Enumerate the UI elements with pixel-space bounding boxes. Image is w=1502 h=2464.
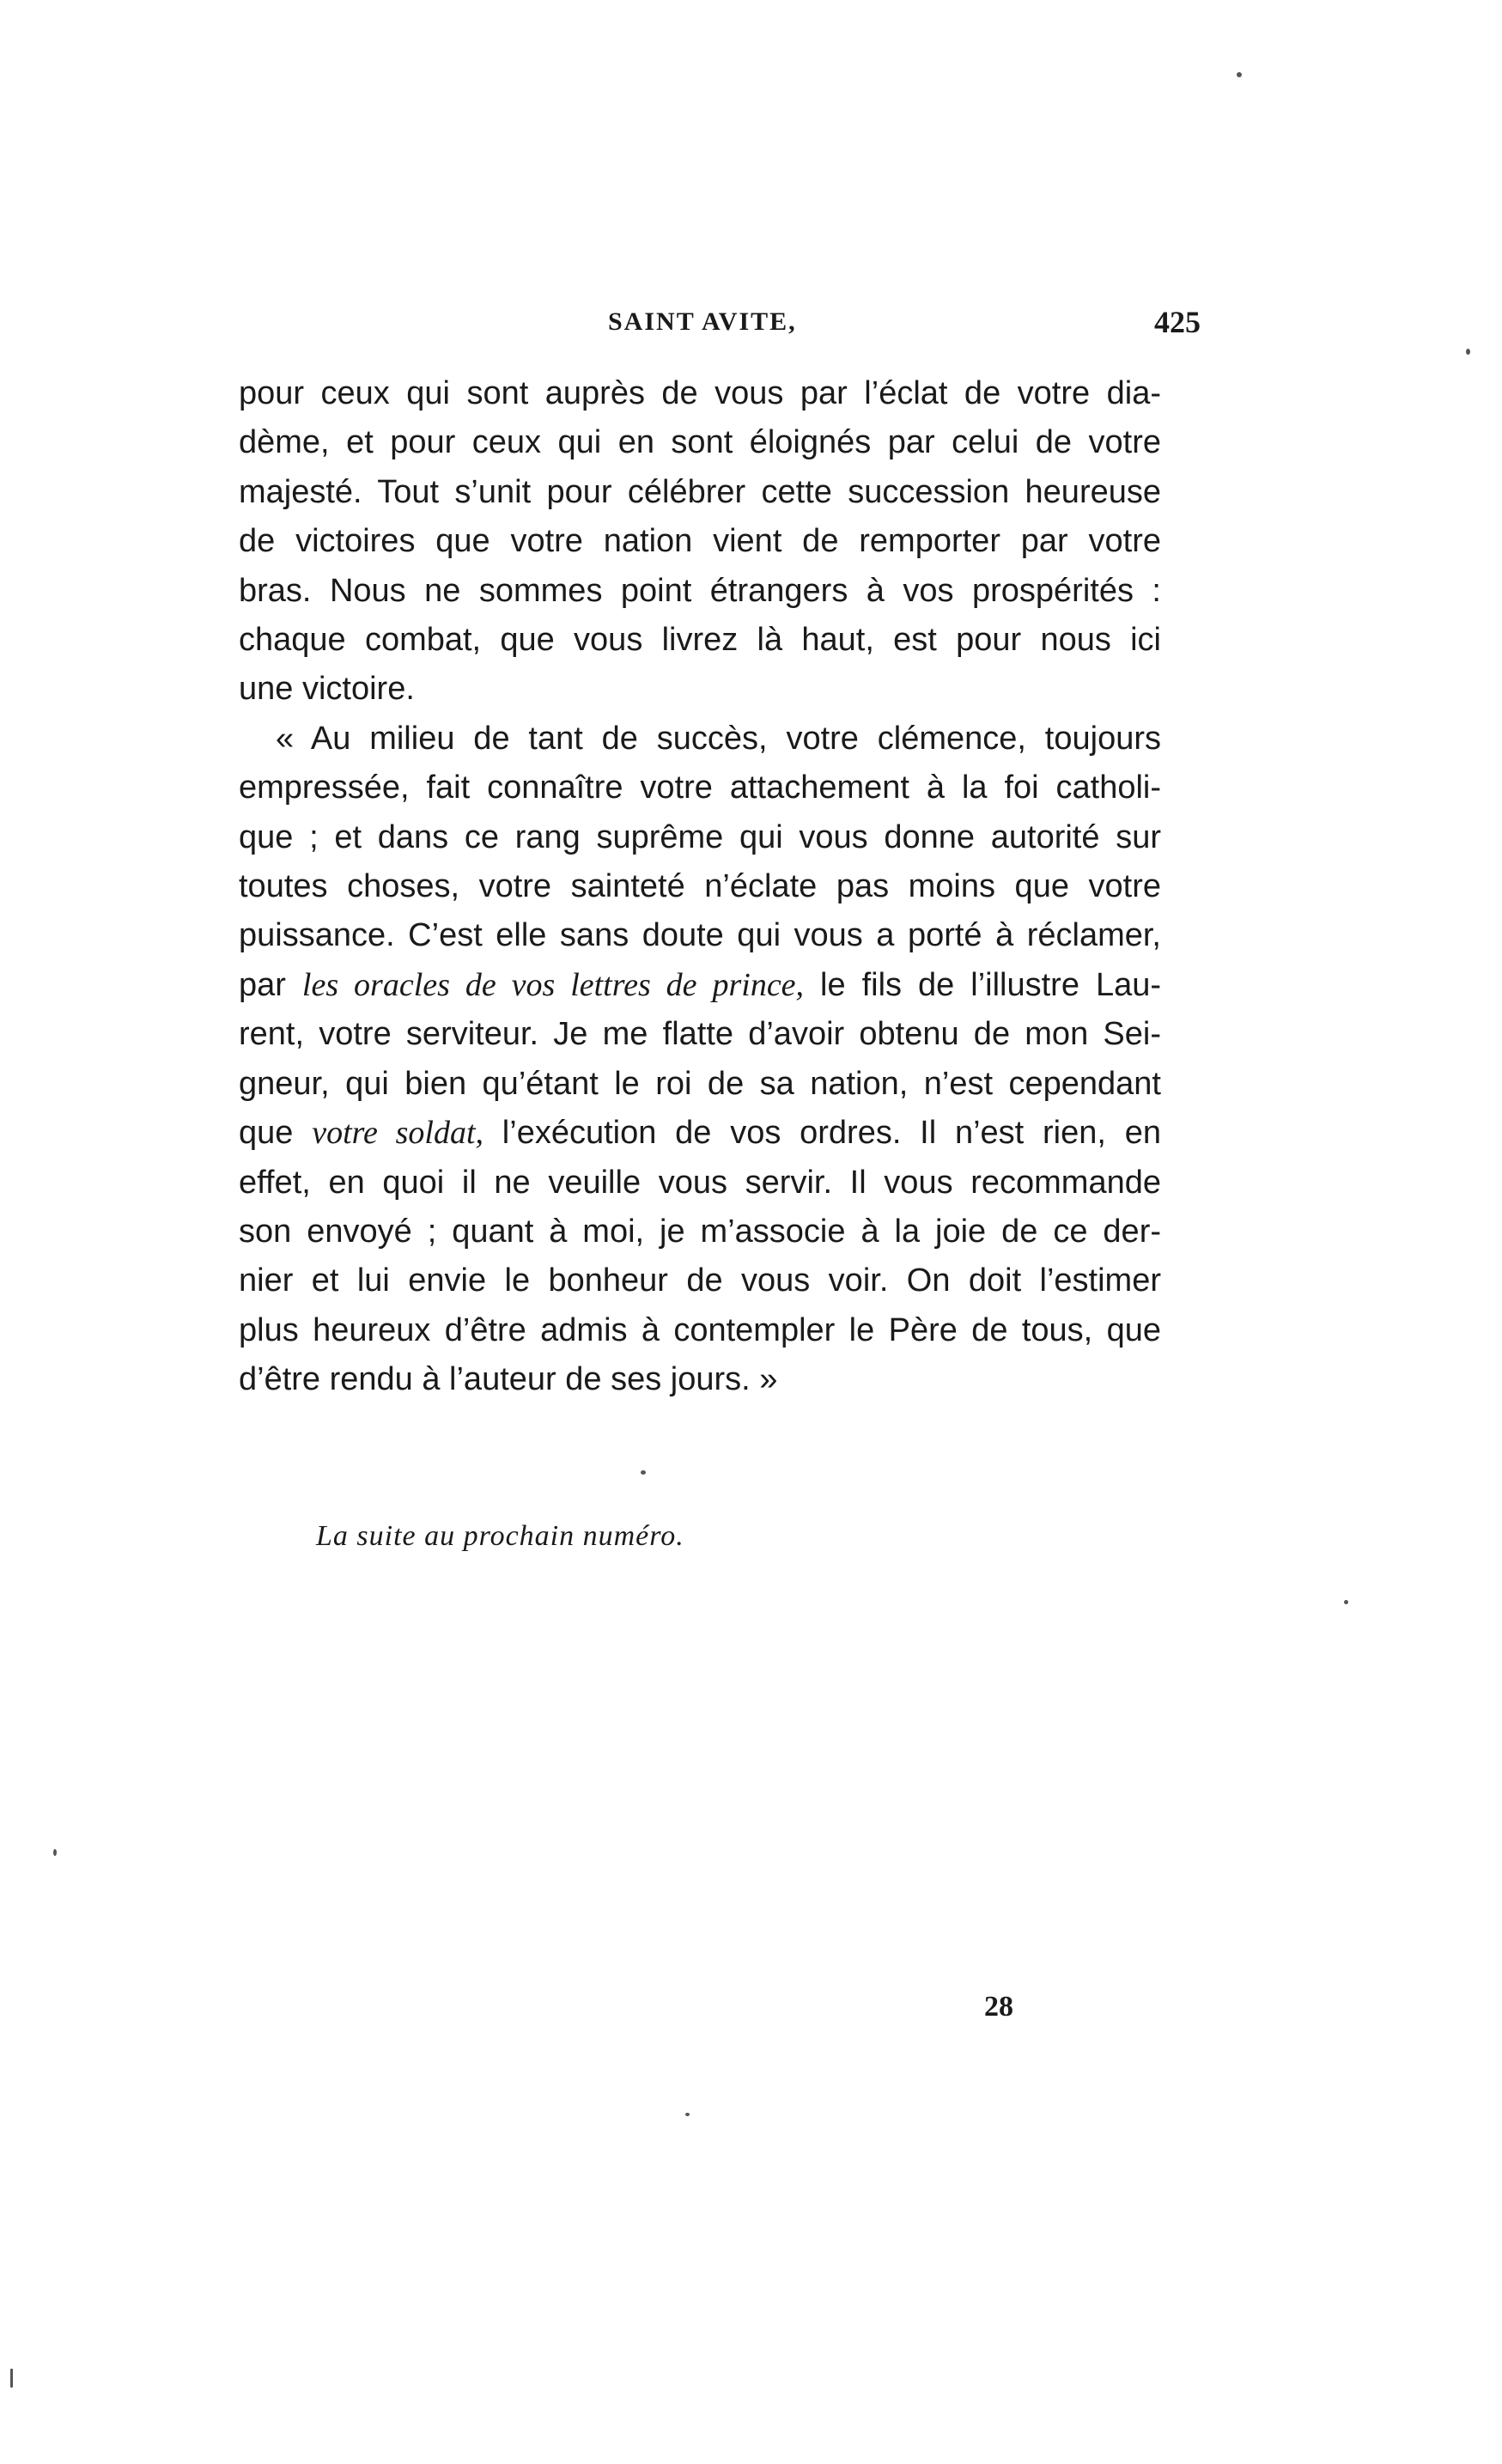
text-line-with-italic bbox=[239, 1109, 1161, 1158]
scan-speck bbox=[1237, 72, 1242, 77]
text-line: « Au milieu de tant de succès, votre clémence, toujours bbox=[276, 720, 1161, 757]
text-run: que bbox=[239, 1115, 313, 1152]
text-line-with-italic bbox=[239, 961, 1161, 1010]
text-line: effet, en quoi il ne veuille vous servir. Il vous recommande bbox=[239, 1164, 1161, 1201]
text-line: nier et lui envie le bonheur de vous voir. On doit l’estimer bbox=[239, 1262, 1161, 1299]
text-line: majesté. Tout s’unit pour célébrer cette succession heureuse bbox=[239, 473, 1161, 510]
text-line: bras. Nous ne sommes point étrangers à vos prospérités : bbox=[239, 572, 1161, 609]
text-line: son envoyé ; quant à moi, je m’associe à la joie de ce der- bbox=[239, 1213, 1161, 1250]
scan-speck bbox=[53, 1849, 57, 1856]
running-head bbox=[239, 307, 1201, 350]
scan-speck bbox=[685, 2113, 690, 2116]
italic-text-run: les oracles de vos lettres de prince, bbox=[301, 966, 805, 1003]
scan-speck bbox=[641, 1470, 646, 1475]
text-line: que ; et dans ce rang suprême qui vous donne autorité sur bbox=[239, 818, 1161, 855]
text-run: l’exécution de vos ordres. Il n’est rien, en bbox=[483, 1115, 1162, 1152]
scan-speck bbox=[1466, 349, 1470, 355]
italic-text-run: votre soldat, bbox=[312, 1115, 484, 1152]
page-number: 425 bbox=[1154, 305, 1201, 339]
text-line: de victoires que votre nation vient de remporter par votre bbox=[239, 523, 1161, 560]
scan-speck bbox=[10, 2369, 13, 2388]
running-title: SAINT AVITE, bbox=[608, 307, 797, 336]
paragraph-1 bbox=[239, 369, 1161, 715]
paragraph-2 bbox=[239, 715, 1161, 1405]
text-line: une victoire. bbox=[239, 671, 415, 708]
text-line: empressée, fait connaître votre attachement à la foi catholi- bbox=[239, 770, 1161, 806]
text-line: puissance. C’est elle sans doute qui vous a porté à réclamer, bbox=[239, 917, 1161, 954]
text-run: le fils de l’illustre Lau- bbox=[804, 966, 1161, 1003]
text-line: d’être rendu à l’auteur de ses jours. » bbox=[239, 1361, 778, 1398]
text-line: pour ceux qui sont auprès de vous par l’éclat de votre dia- bbox=[239, 375, 1161, 411]
scan-speck bbox=[1344, 1600, 1348, 1604]
text-line: gneur, qui bien qu’étant le roi de sa nation, n’est cependant bbox=[239, 1065, 1161, 1102]
text-run: par bbox=[239, 966, 302, 1003]
body-text bbox=[239, 369, 1161, 1405]
text-line: toutes choses, votre sainteté n’éclate pas moins que votre bbox=[239, 868, 1161, 905]
text-line: chaque combat, que vous livrez là haut, est pour nous ici bbox=[239, 622, 1161, 659]
text-line: plus heureux d’être admis à contempler le Père de tous, que bbox=[239, 1311, 1161, 1348]
signature-mark: 28 bbox=[984, 1991, 1013, 2023]
text-line: dème, et pour ceux qui en sont éloignés par celui de votre bbox=[239, 424, 1161, 461]
text-line: rent, votre serviteur. Je me flatte d’avoir obtenu de mon Sei- bbox=[239, 1016, 1161, 1053]
continuation-note: La suite au prochain numéro. bbox=[316, 1520, 684, 1552]
